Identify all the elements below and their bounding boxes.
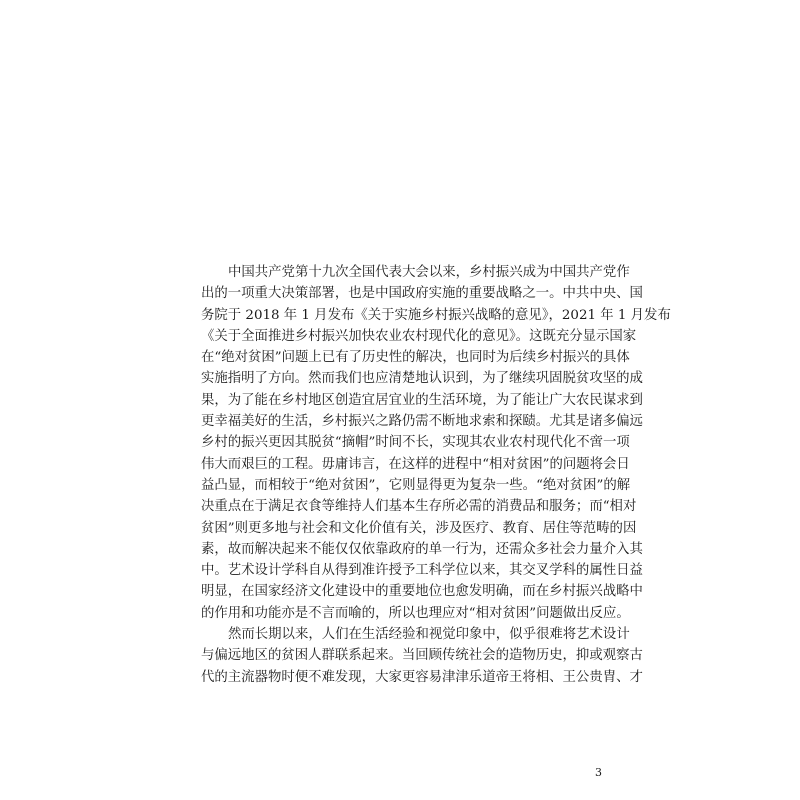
- text-line: 代的主流器物时便不难发现，大家更容易津津乐道帝王将相、王公贵胄、才: [201, 669, 643, 685]
- text-line: 的作用和功能亦是不言而喻的，所以也理应对“相对贫困”问题做出反应。: [201, 605, 630, 621]
- text-line: 决重点在于满足衣食等维持人们基本生存所必需的消费品和服务；而“相对: [201, 499, 637, 515]
- paragraph-2: [201, 624, 643, 688]
- paragraph-1: [201, 262, 671, 624]
- text-line: 出的一项重大决策部署，也是中国政府实施的重要战略之一。中共中央、国: [201, 286, 643, 302]
- text-line: 务院于 2018 年 1 月发布《关于实施乡村振兴战略的意见》，2021 年 1 月发布: [201, 307, 671, 323]
- text-line: 素，故而解决起来不能仅仅依靠政府的单一行为，还需众多社会力量介入其: [201, 541, 643, 557]
- text-line: 中国共产党第十九次全国代表大会以来，乡村振兴成为中国共产党作: [228, 265, 630, 280]
- text-line: 实施指明了方向。然而我们也应清楚地认识到，为了继续巩固脱贫攻坚的成: [201, 371, 643, 387]
- page-number: 3: [595, 766, 602, 779]
- body-text: [201, 262, 671, 688]
- text-line: 与偏远地区的贫困人群联系起来。当回顾传统社会的造物历史，抑或观察古: [201, 648, 643, 664]
- text-line: 伟大而艰巨的工程。毋庸讳言，在这样的进程中“相对贫困”的问题将会日: [201, 456, 630, 472]
- text-line: 益凸显，而相较于“绝对贫困”，它则显得更为复杂一些。“绝对贫困”的解: [201, 477, 631, 493]
- text-line: 更幸福美好的生活，乡村振兴之路仍需不断地求索和探赜。尤其是诸多偏远: [201, 414, 643, 430]
- text-line: 乡村的振兴更因其脱贫“摘帽”时间不长，实现其农业农村现代化不啻一项: [201, 435, 630, 451]
- text-line: 《关于全面推进乡村振兴加快农业农村现代化的意见》。这既充分显示国家: [201, 328, 637, 344]
- text-line: 果，为了能在乡村地区创造宜居宜业的生活环境，为了能让广大农民谋求到: [201, 392, 643, 408]
- text-line: 明显，在国家经济文化建设中的重要地位也愈发明确，而在乡村振兴战略中: [201, 584, 643, 600]
- text-line: 在“绝对贫困”问题上已有了历史性的解决，也同时为后续乡村振兴的具体: [201, 350, 630, 366]
- text-line: 中。艺术设计学科自从得到准许授予工科学位以来，其交叉学科的属性日益: [201, 563, 643, 579]
- text-line: 然而长期以来，人们在生活经验和视觉印象中，似乎很难将艺术设计: [228, 627, 630, 643]
- text-line: 贫困”则更多地与社会和文化价值有关，涉及医疗、教育、居住等范畴的因: [201, 520, 637, 536]
